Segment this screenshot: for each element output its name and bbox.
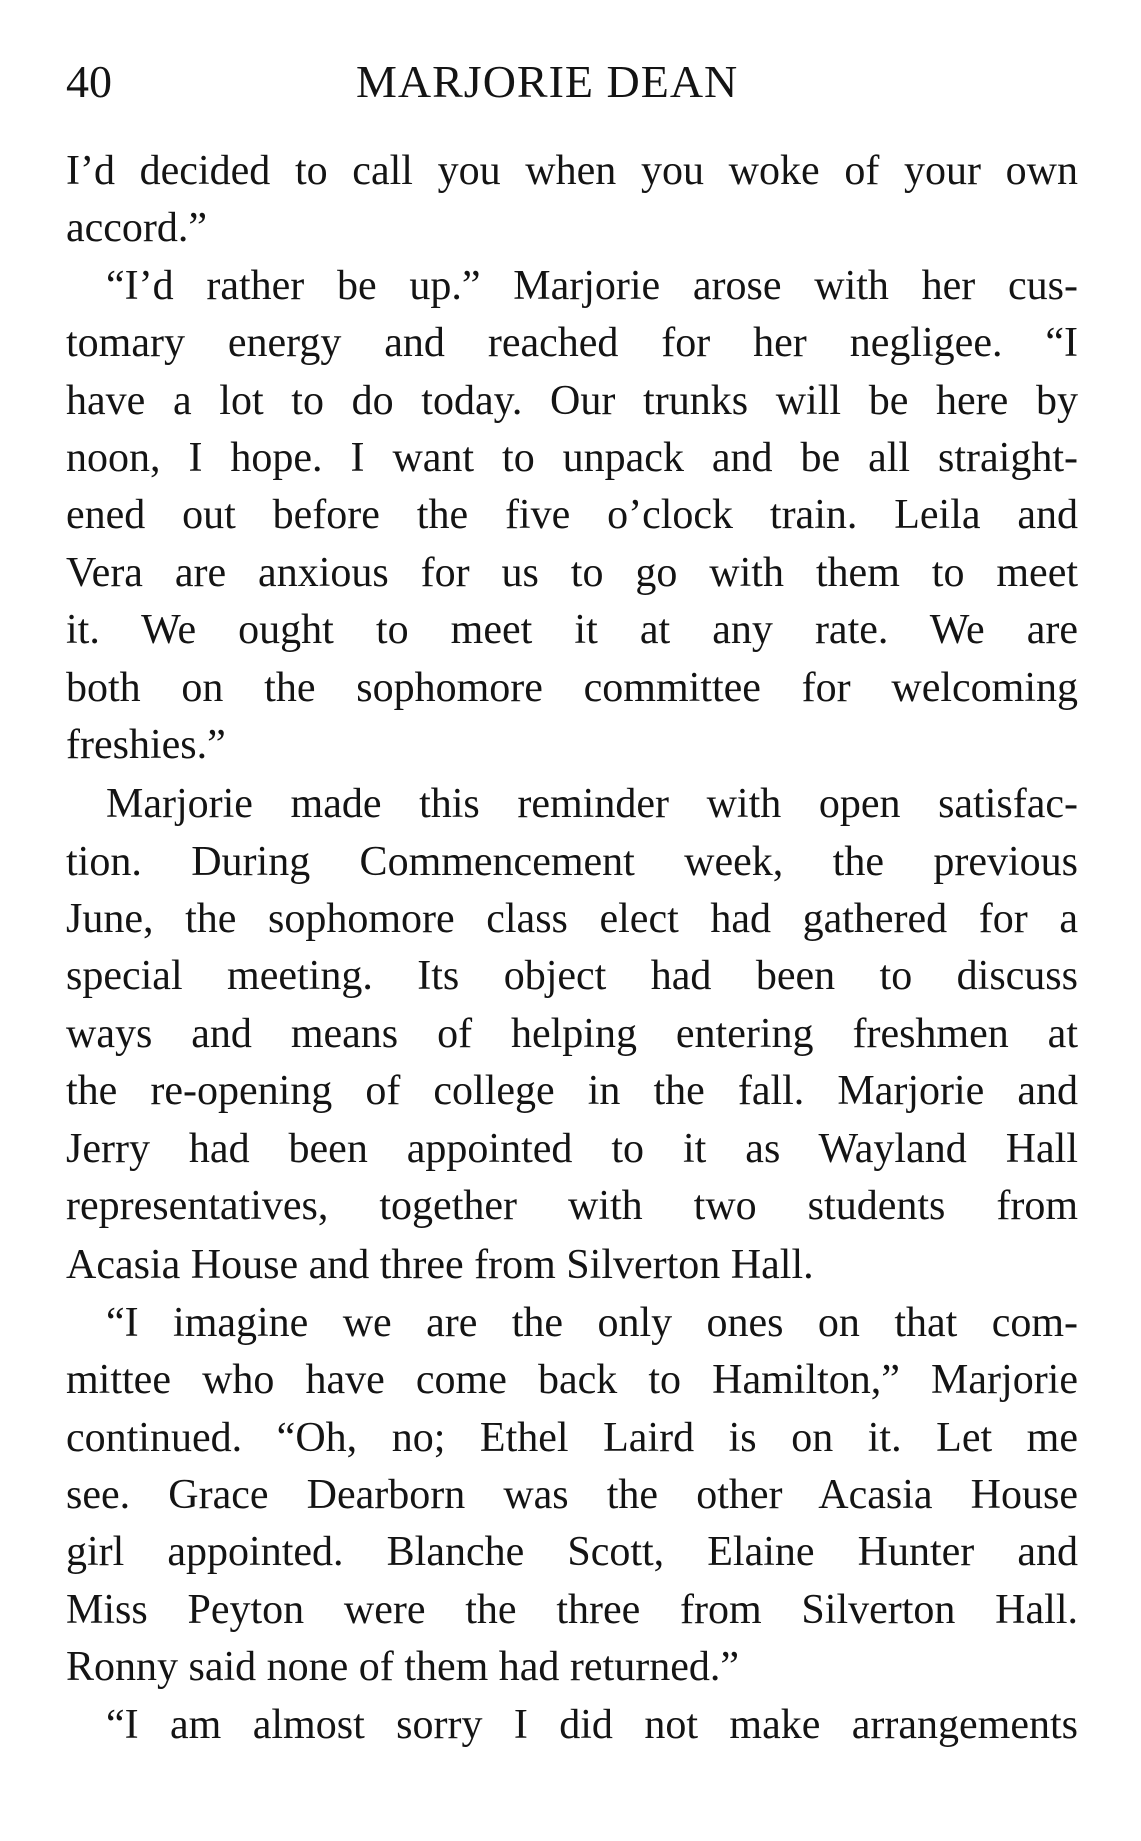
text-line: noon, I hope. I want to unpack and be all straight-: [66, 434, 1078, 481]
text-line: continued. “Oh, no; Ethel Laird is on it. Let me: [66, 1414, 1078, 1461]
text-line: it. We ought to meet it at any rate. We are: [66, 607, 1078, 654]
text-line: Jerry had been appointed to it as Wayland Hall: [66, 1125, 1078, 1172]
text-line: “I imagine we are the only ones on that com-: [106, 1299, 1078, 1346]
text-line: tion. During Commencement week, the previous: [66, 838, 1078, 885]
text-line: special meeting. Its object had been to discuss: [66, 953, 1078, 1000]
text-line: Miss Peyton were the three from Silverton Hall.: [66, 1586, 1078, 1633]
text-line: “I’d rather be up.” Marjorie arose with her cus-: [106, 262, 1078, 309]
text-line: Ronny said none of them had returned.”: [66, 1644, 739, 1691]
page-header: [66, 52, 1078, 112]
text-line: Acasia House and three from Silverton Hall.: [66, 1242, 814, 1289]
text-line: ened out before the five o’clock train. Leila and: [66, 492, 1078, 539]
text-line: accord.”: [66, 205, 208, 252]
text-line: I’d decided to call you when you woke of your own: [66, 148, 1078, 194]
text-line: freshies.”: [66, 721, 226, 768]
text-line: Vera are anxious for us to go with them to meet: [66, 549, 1078, 596]
text-line: representatives, together with two students from: [66, 1183, 1078, 1230]
text-line: Marjorie made this reminder with open satisfac-: [106, 781, 1078, 828]
page-number: 40: [66, 56, 112, 107]
text-line: tomary energy and reached for her negligee. “I: [66, 320, 1078, 367]
body-text: [66, 143, 1078, 1750]
text-line: have a lot to do today. Our trunks will be here by: [66, 377, 1078, 424]
text-line: mittee who have come back to Hamilton,” Marjorie: [66, 1357, 1078, 1404]
text-line: ways and means of helping entering freshmen at: [66, 1010, 1078, 1057]
text-line: the re-opening of college in the fall. Marjorie and: [66, 1068, 1078, 1115]
text-line: both on the sophomore committee for welcoming: [66, 664, 1078, 711]
text-line: girl appointed. Blanche Scott, Elaine Hunter and: [66, 1529, 1078, 1576]
text-line: see. Grace Dearborn was the other Acasia House: [66, 1471, 1078, 1518]
text-line: June, the sophomore class elect had gathered for a: [66, 896, 1078, 943]
text-line: “I am almost sorry I did not make arrangements: [106, 1701, 1078, 1748]
running-title: MARJORIE DEAN: [356, 56, 739, 107]
